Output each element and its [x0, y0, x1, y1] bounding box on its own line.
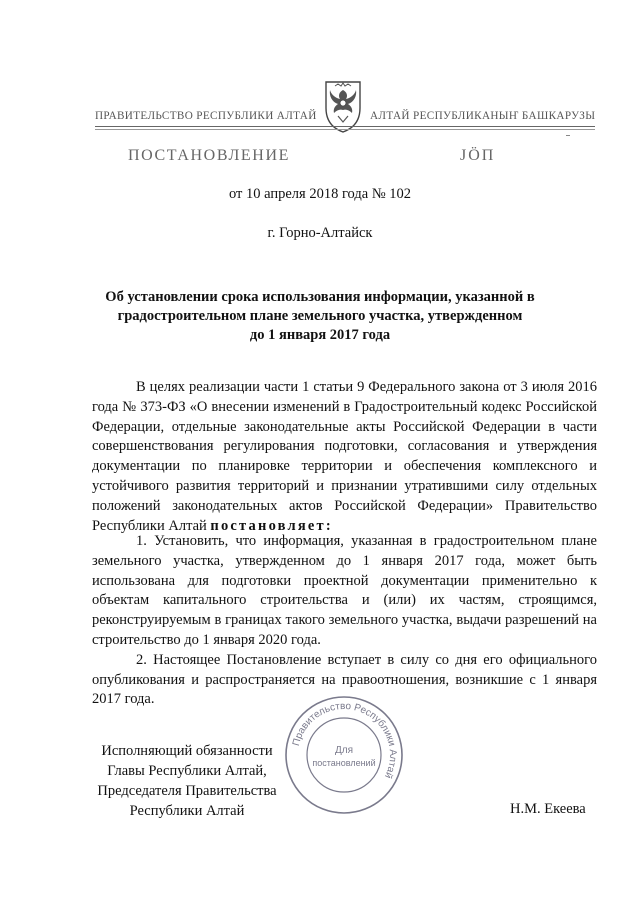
- header-rule: [95, 126, 595, 127]
- signatory-position: [92, 741, 282, 821]
- title-line: до 1 января 2017 года: [249, 327, 391, 343]
- preamble-text: В целях реализации части 1 статьи 9 Федерального закона от 3 июля 2016 года № 373-ФЗ «О внесении изменений в Градостроительный кодекс Российской Федерации, отдельные законодательные акты Российской Федерации в части совершенствования регулирования подготовки, согласования и утверждения документации по планировке территории и обеспечения комплексного и устойчивого развития территорий и признании утратившими силу отдельных положений законодательных актов Российской Федерации» Правительство Республики Алтай: [92, 379, 597, 534]
- preamble: [92, 378, 597, 536]
- official-stamp: [282, 693, 406, 817]
- document-type: ПОСТАНОВЛЕНИЕ: [128, 147, 290, 164]
- document-date: от 10 апреля 2018 года № 102: [228, 186, 412, 202]
- decree-colon: :: [325, 517, 333, 534]
- title-line: градостроительном плане земельного участка, утвержденном: [117, 308, 523, 324]
- decree-item: 2. Настоящее Постановление вступает в силу со дня его официального опубликования и распространяется на правоотношения, возникшие с 1 января 2017 года.: [92, 651, 597, 708]
- header-right-text: АЛТАЙ РЕСПУБЛИКАНЫҤ БАШКАРУЗЫ: [370, 110, 596, 122]
- decree-items: [92, 532, 597, 710]
- position-line: Исполняющий обязанности: [101, 743, 273, 759]
- document-type-altai: ЈӦП: [460, 147, 496, 164]
- position-line: Республики Алтай: [129, 803, 245, 819]
- decree-item: 1. Установить, что информация, указанная в градостроительном плане земельного участка, утвержденном до 1 января 2017 года, может быть использована для подготовки проектной документации применительно к объектам капитального строительства и (или) их частям, строящимся, реконструируемым в границах такого земельного участка, выдачи разрешений на строительство до 1 января 2020 года.: [92, 533, 597, 648]
- signatory-name: Н.М. Екеева: [510, 801, 586, 817]
- scan-mark: [566, 135, 570, 136]
- stamp-inner-line: Для: [334, 745, 354, 756]
- stamp-ring-text: Правительство Республики Алтай: [290, 700, 399, 780]
- header-rule-secondary: [95, 129, 595, 130]
- document-city: г. Горно-Алтайск: [267, 225, 373, 241]
- header-left-text: ПРАВИТЕЛЬСТВО РЕСПУБЛИКИ АЛТАЙ: [95, 110, 317, 122]
- decree-word: постановляет: [210, 517, 326, 534]
- position-line: Главы Республики Алтай,: [107, 763, 267, 779]
- position-line: Председателя Правительства: [97, 783, 277, 799]
- document-title: [0, 288, 640, 345]
- stamp-inner-line: постановлений: [312, 758, 376, 768]
- title-line: Об установлении срока использования информации, указанной в: [105, 289, 535, 305]
